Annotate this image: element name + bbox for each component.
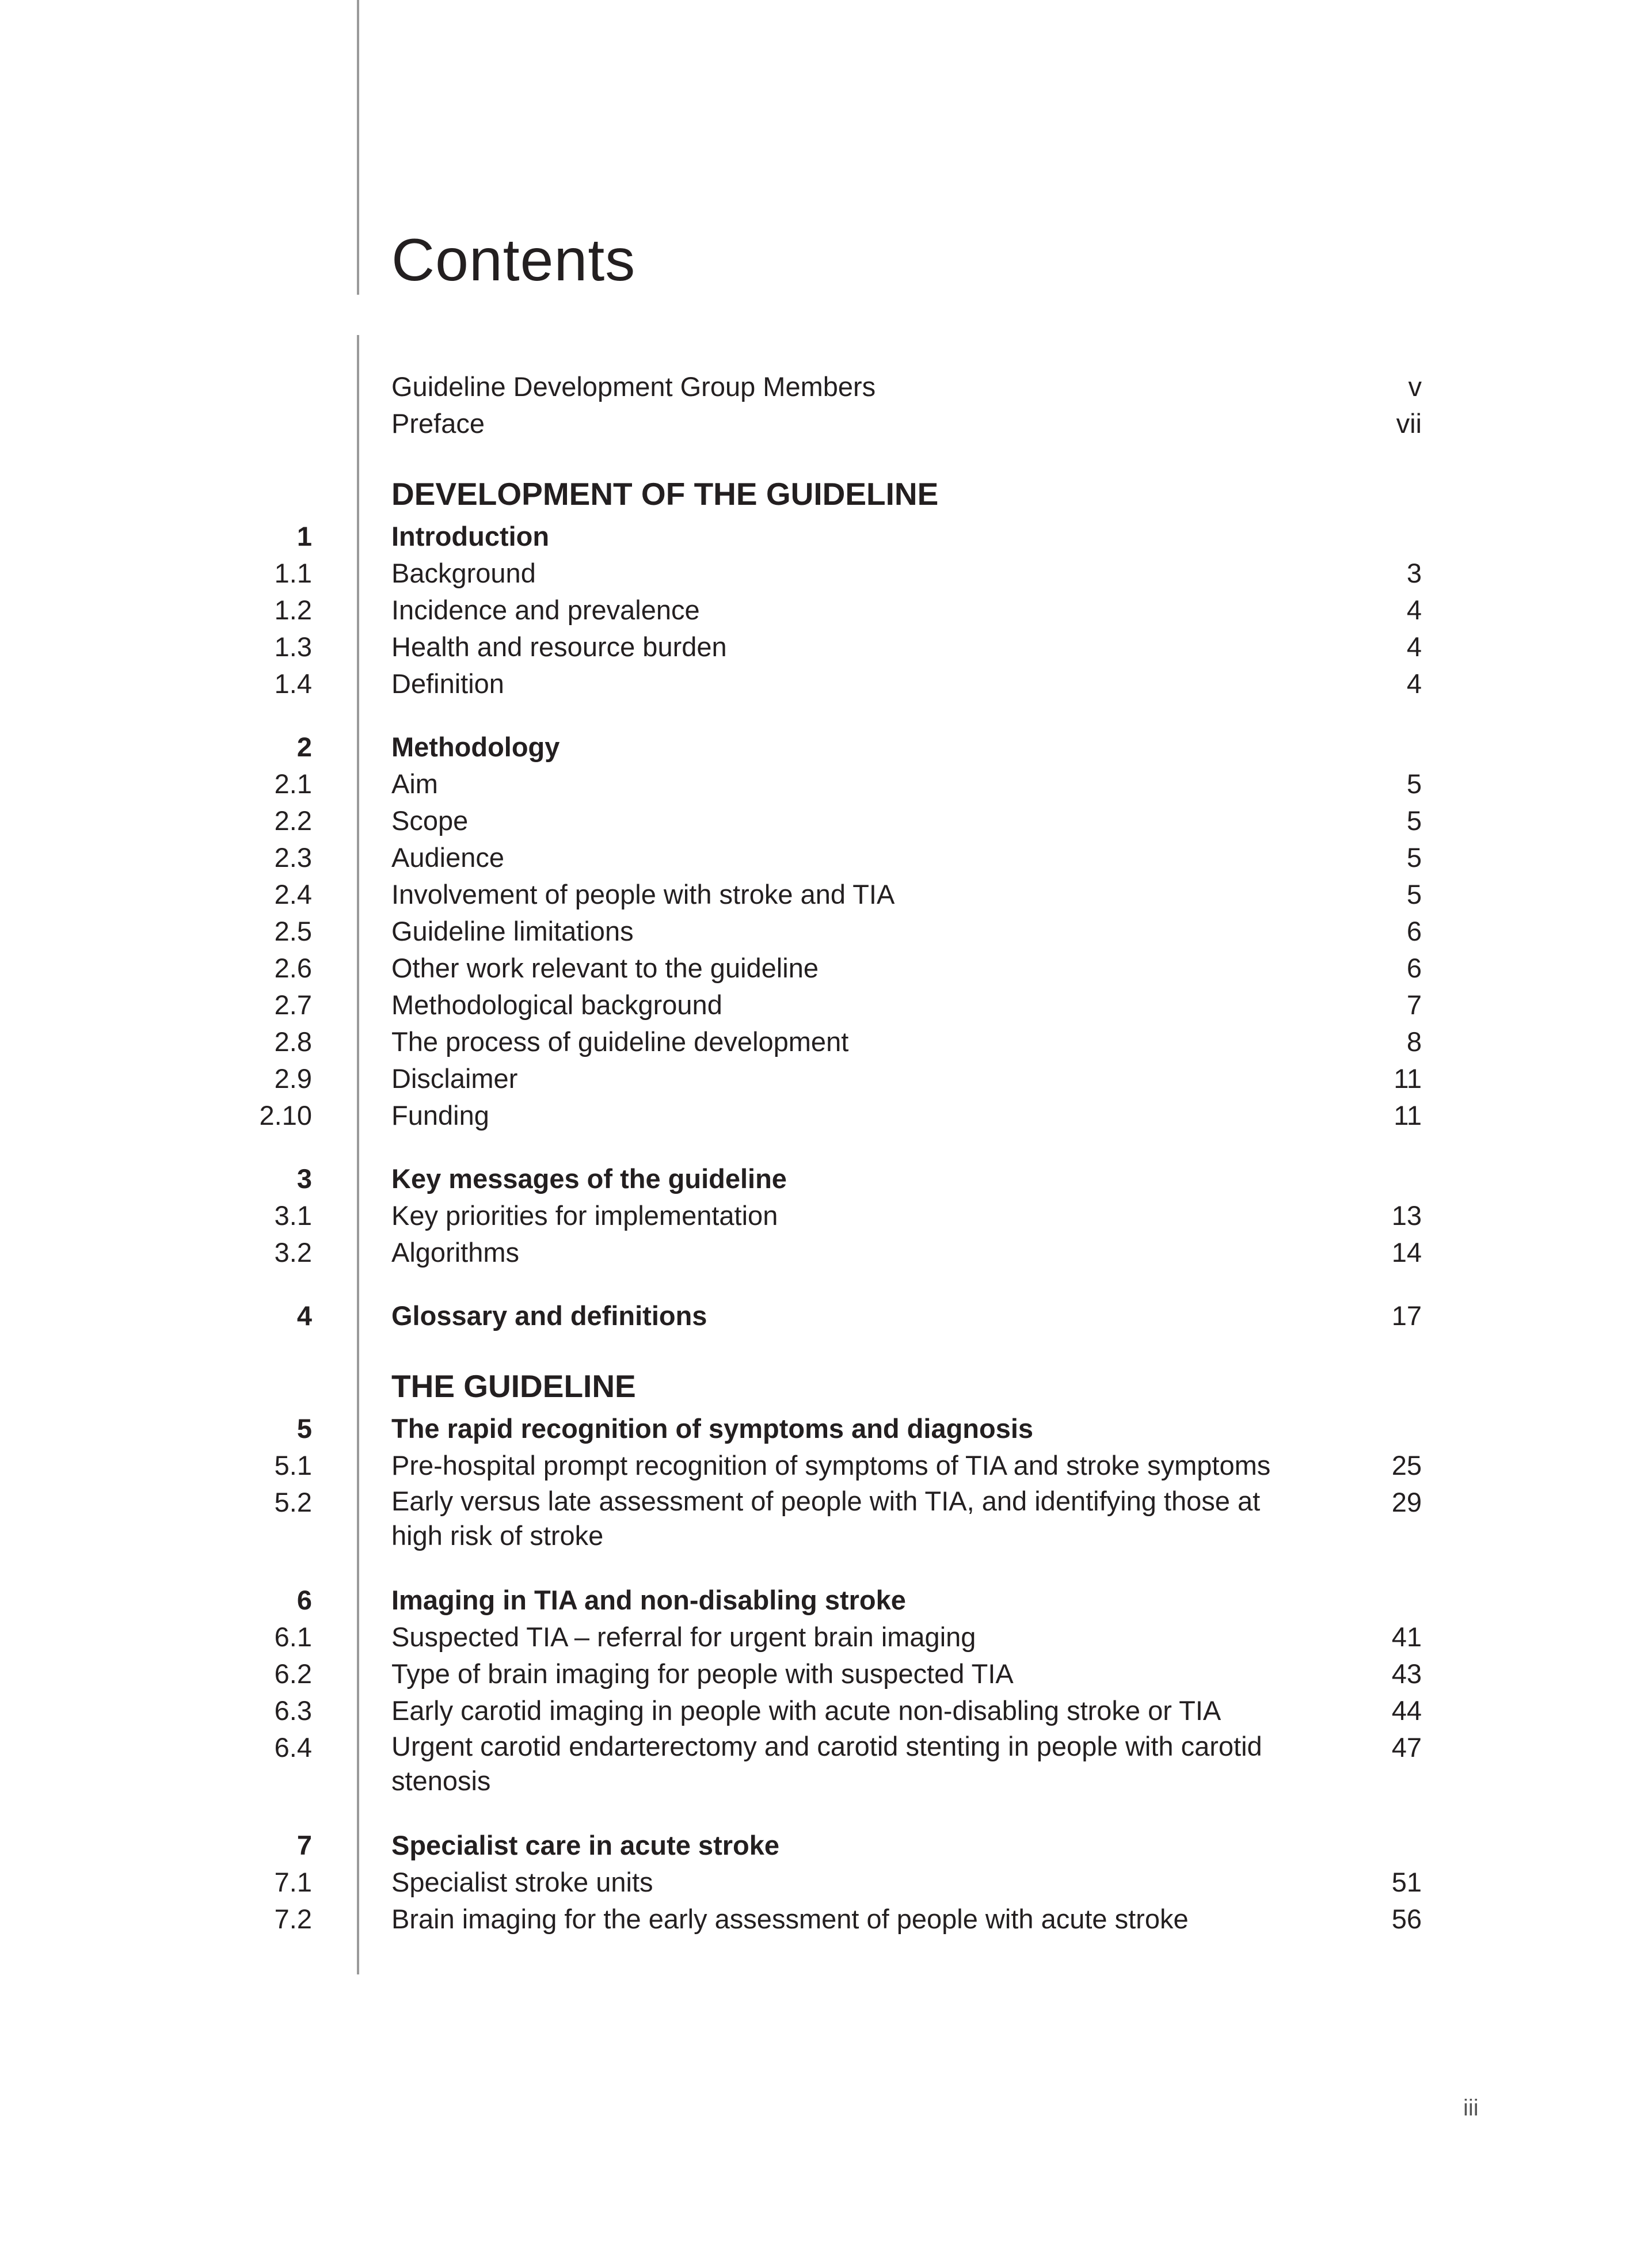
toc-section-page: 44 [1391,1695,1422,1726]
toc-chapter-label: Methodology [391,732,560,762]
toc-section-number: 3.2 [274,1237,312,1268]
toc-section-label: Audience [391,842,504,873]
toc-section-label: Algorithms [391,1237,520,1268]
toc-section[interactable] [0,950,1652,987]
toc-section-number: 6.3 [274,1695,312,1726]
toc-section-label: Disclaimer [391,1063,518,1094]
toc-chapter-number: 4 [296,1300,312,1331]
toc-section-label: Early carotid imaging in people with acute non-disabling stroke or TIA [391,1695,1221,1726]
toc-section[interactable] [0,555,1652,592]
toc-section-label: Brain imaging for the early assessment of people with acute stroke [391,1904,1189,1934]
toc-section[interactable] [0,1484,1652,1555]
toc-section-number: 1.1 [274,558,312,588]
toc-entry-page: vii [1396,408,1422,439]
toc-section[interactable] [0,1234,1652,1271]
toc-section-number: 2.1 [274,768,312,799]
page-title: Contents [391,227,636,294]
toc-section-label: Pre-hospital prompt recognition of symptoms of TIA and stroke symptoms [391,1450,1271,1481]
toc-chapter-label: Introduction [391,521,550,551]
toc-section-page: 3 [1406,558,1422,588]
toc-section-label: Suspected TIA – referral for urgent brain imaging [391,1622,976,1652]
toc-chapter-number: 3 [296,1163,312,1194]
toc-section-number: 7.1 [274,1867,312,1897]
toc-chapter-3[interactable] [0,1160,1652,1197]
toc-chapter-label: Glossary and definitions [391,1300,707,1331]
toc-section[interactable] [0,1901,1652,1938]
toc-section-label: Key priorities for implementation [391,1200,778,1231]
toc-section-label: Urgent carotid endarterectomy and carotid stenting in people with carotid stenosis [391,1731,1262,1796]
table-of-contents [0,368,1652,1938]
toc-section-number: 1.4 [274,668,312,699]
toc-section-page: 41 [1391,1622,1422,1652]
toc-section-page: 13 [1391,1200,1422,1231]
toc-section-label: Guideline limitations [391,916,634,946]
page-folio: iii [1463,2095,1479,2121]
toc-section[interactable] [0,766,1652,802]
part-heading [0,470,1652,518]
toc-section[interactable] [0,913,1652,950]
toc-section-number: 2.2 [274,805,312,836]
toc-section-page: 29 [1391,1487,1422,1517]
toc-section-number: 6.2 [274,1658,312,1689]
toc-section-number: 2.5 [274,916,312,946]
toc-chapter-label: The rapid recognition of symptoms and diagnosis [391,1413,1034,1444]
toc-section[interactable] [0,1197,1652,1234]
toc-section-label: Specialist stroke units [391,1867,653,1897]
toc-entry-page: v [1408,371,1422,402]
toc-section-number: 6.4 [274,1732,312,1763]
toc-section-number: 6.1 [274,1622,312,1652]
toc-entry-label: Guideline Development Group Members [391,371,876,402]
toc-section[interactable] [0,665,1652,702]
part-heading-label: THE GUIDELINE [391,1368,636,1404]
toc-section-number: 2.7 [274,990,312,1020]
toc-section-label: Background [391,558,536,588]
toc-section-label: Scope [391,805,469,836]
toc-section-page: 8 [1406,1026,1422,1057]
toc-section[interactable] [0,1097,1652,1134]
toc-section-page: 5 [1406,768,1422,799]
toc-section-page: 5 [1406,805,1422,836]
toc-section-label: Definition [391,668,504,699]
toc-section-label: Early versus late assessment of people with TIA, and identifying those at high risk of stroke [391,1486,1261,1551]
toc-section-page: 4 [1406,668,1422,699]
toc-section-page: 5 [1406,842,1422,873]
toc-section-number: 5.2 [274,1487,312,1517]
toc-section-number: 5.1 [274,1450,312,1481]
toc-section-number: 1.2 [274,595,312,625]
toc-entry-front-matter[interactable] [0,405,1652,442]
toc-section-number: 7.2 [274,1904,312,1934]
toc-chapter-7[interactable] [0,1827,1652,1864]
toc-section-page: 14 [1391,1237,1422,1268]
toc-section-page: 47 [1391,1732,1422,1763]
toc-section[interactable] [0,1692,1652,1729]
part-heading-label: DEVELOPMENT OF THE GUIDELINE [391,476,939,512]
toc-section[interactable] [0,1656,1652,1692]
toc-chapter-label: Imaging in TIA and non-disabling stroke [391,1585,906,1615]
toc-section-page: 4 [1406,631,1422,662]
toc-section-number: 2.6 [274,953,312,983]
toc-section-label: Aim [391,768,438,799]
toc-chapter-number: 5 [296,1413,312,1444]
toc-section-label: Funding [391,1100,489,1131]
toc-section-page: 11 [1394,1100,1422,1131]
toc-section-page: 4 [1406,595,1422,625]
toc-chapter-5[interactable] [0,1410,1652,1447]
toc-section-page: 5 [1406,879,1422,910]
toc-section-label: Other work relevant to the guideline [391,953,819,983]
toc-section-page: 7 [1406,990,1422,1020]
toc-chapter-label: Key messages of the guideline [391,1163,787,1194]
toc-chapter-number: 6 [296,1585,312,1615]
toc-chapter-number: 1 [296,521,312,551]
toc-section-page: 51 [1391,1867,1422,1897]
toc-section-number: 2.9 [274,1063,312,1094]
toc-section[interactable] [0,987,1652,1023]
toc-entry-label: Preface [391,408,485,439]
toc-section-label: Incidence and prevalence [391,595,700,625]
toc-chapter-1[interactable] [0,518,1652,555]
toc-section-label: Type of brain imaging for people with suspected TIA [391,1658,1014,1689]
toc-section[interactable] [0,839,1652,876]
toc-section-number: 2.8 [274,1026,312,1057]
toc-section[interactable] [0,629,1652,665]
toc-chapter-2[interactable] [0,729,1652,766]
toc-section-number: 3.1 [274,1200,312,1231]
toc-section-page: 43 [1391,1658,1422,1689]
toc-section[interactable] [0,802,1652,839]
toc-section-label: The process of guideline development [391,1026,849,1057]
toc-chapter-6[interactable] [0,1582,1652,1619]
toc-section-page: 11 [1394,1063,1422,1094]
toc-section-number: 2.10 [259,1100,312,1131]
toc-chapter-number: 7 [296,1830,312,1860]
toc-section[interactable] [0,1023,1652,1060]
toc-section[interactable] [0,1447,1652,1484]
toc-section-label: Methodological background [391,990,722,1020]
toc-section[interactable] [0,1060,1652,1097]
toc-chapter-label: Specialist care in acute stroke [391,1830,779,1860]
toc-section-number: 1.3 [274,631,312,662]
toc-chapter-page: 17 [1391,1300,1422,1331]
toc-section[interactable] [0,1619,1652,1656]
toc-section-label: Involvement of people with stroke and TIA [391,879,895,910]
toc-section-page: 25 [1391,1450,1422,1481]
toc-section-label: Health and resource burden [391,631,727,662]
toc-section[interactable] [0,876,1652,913]
part-heading [0,1362,1652,1410]
toc-section-page: 6 [1406,916,1422,946]
margin-rule-top [357,0,359,295]
toc-chapter-number: 2 [296,732,312,762]
toc-section[interactable] [0,1864,1652,1901]
toc-section-number: 2.3 [274,842,312,873]
toc-entry-front-matter[interactable] [0,368,1652,405]
toc-section-page: 56 [1391,1904,1422,1934]
toc-section[interactable] [0,592,1652,629]
toc-chapter-4[interactable] [0,1297,1652,1334]
toc-section-page: 6 [1406,953,1422,983]
toc-section[interactable] [0,1729,1652,1801]
toc-section-number: 2.4 [274,879,312,910]
